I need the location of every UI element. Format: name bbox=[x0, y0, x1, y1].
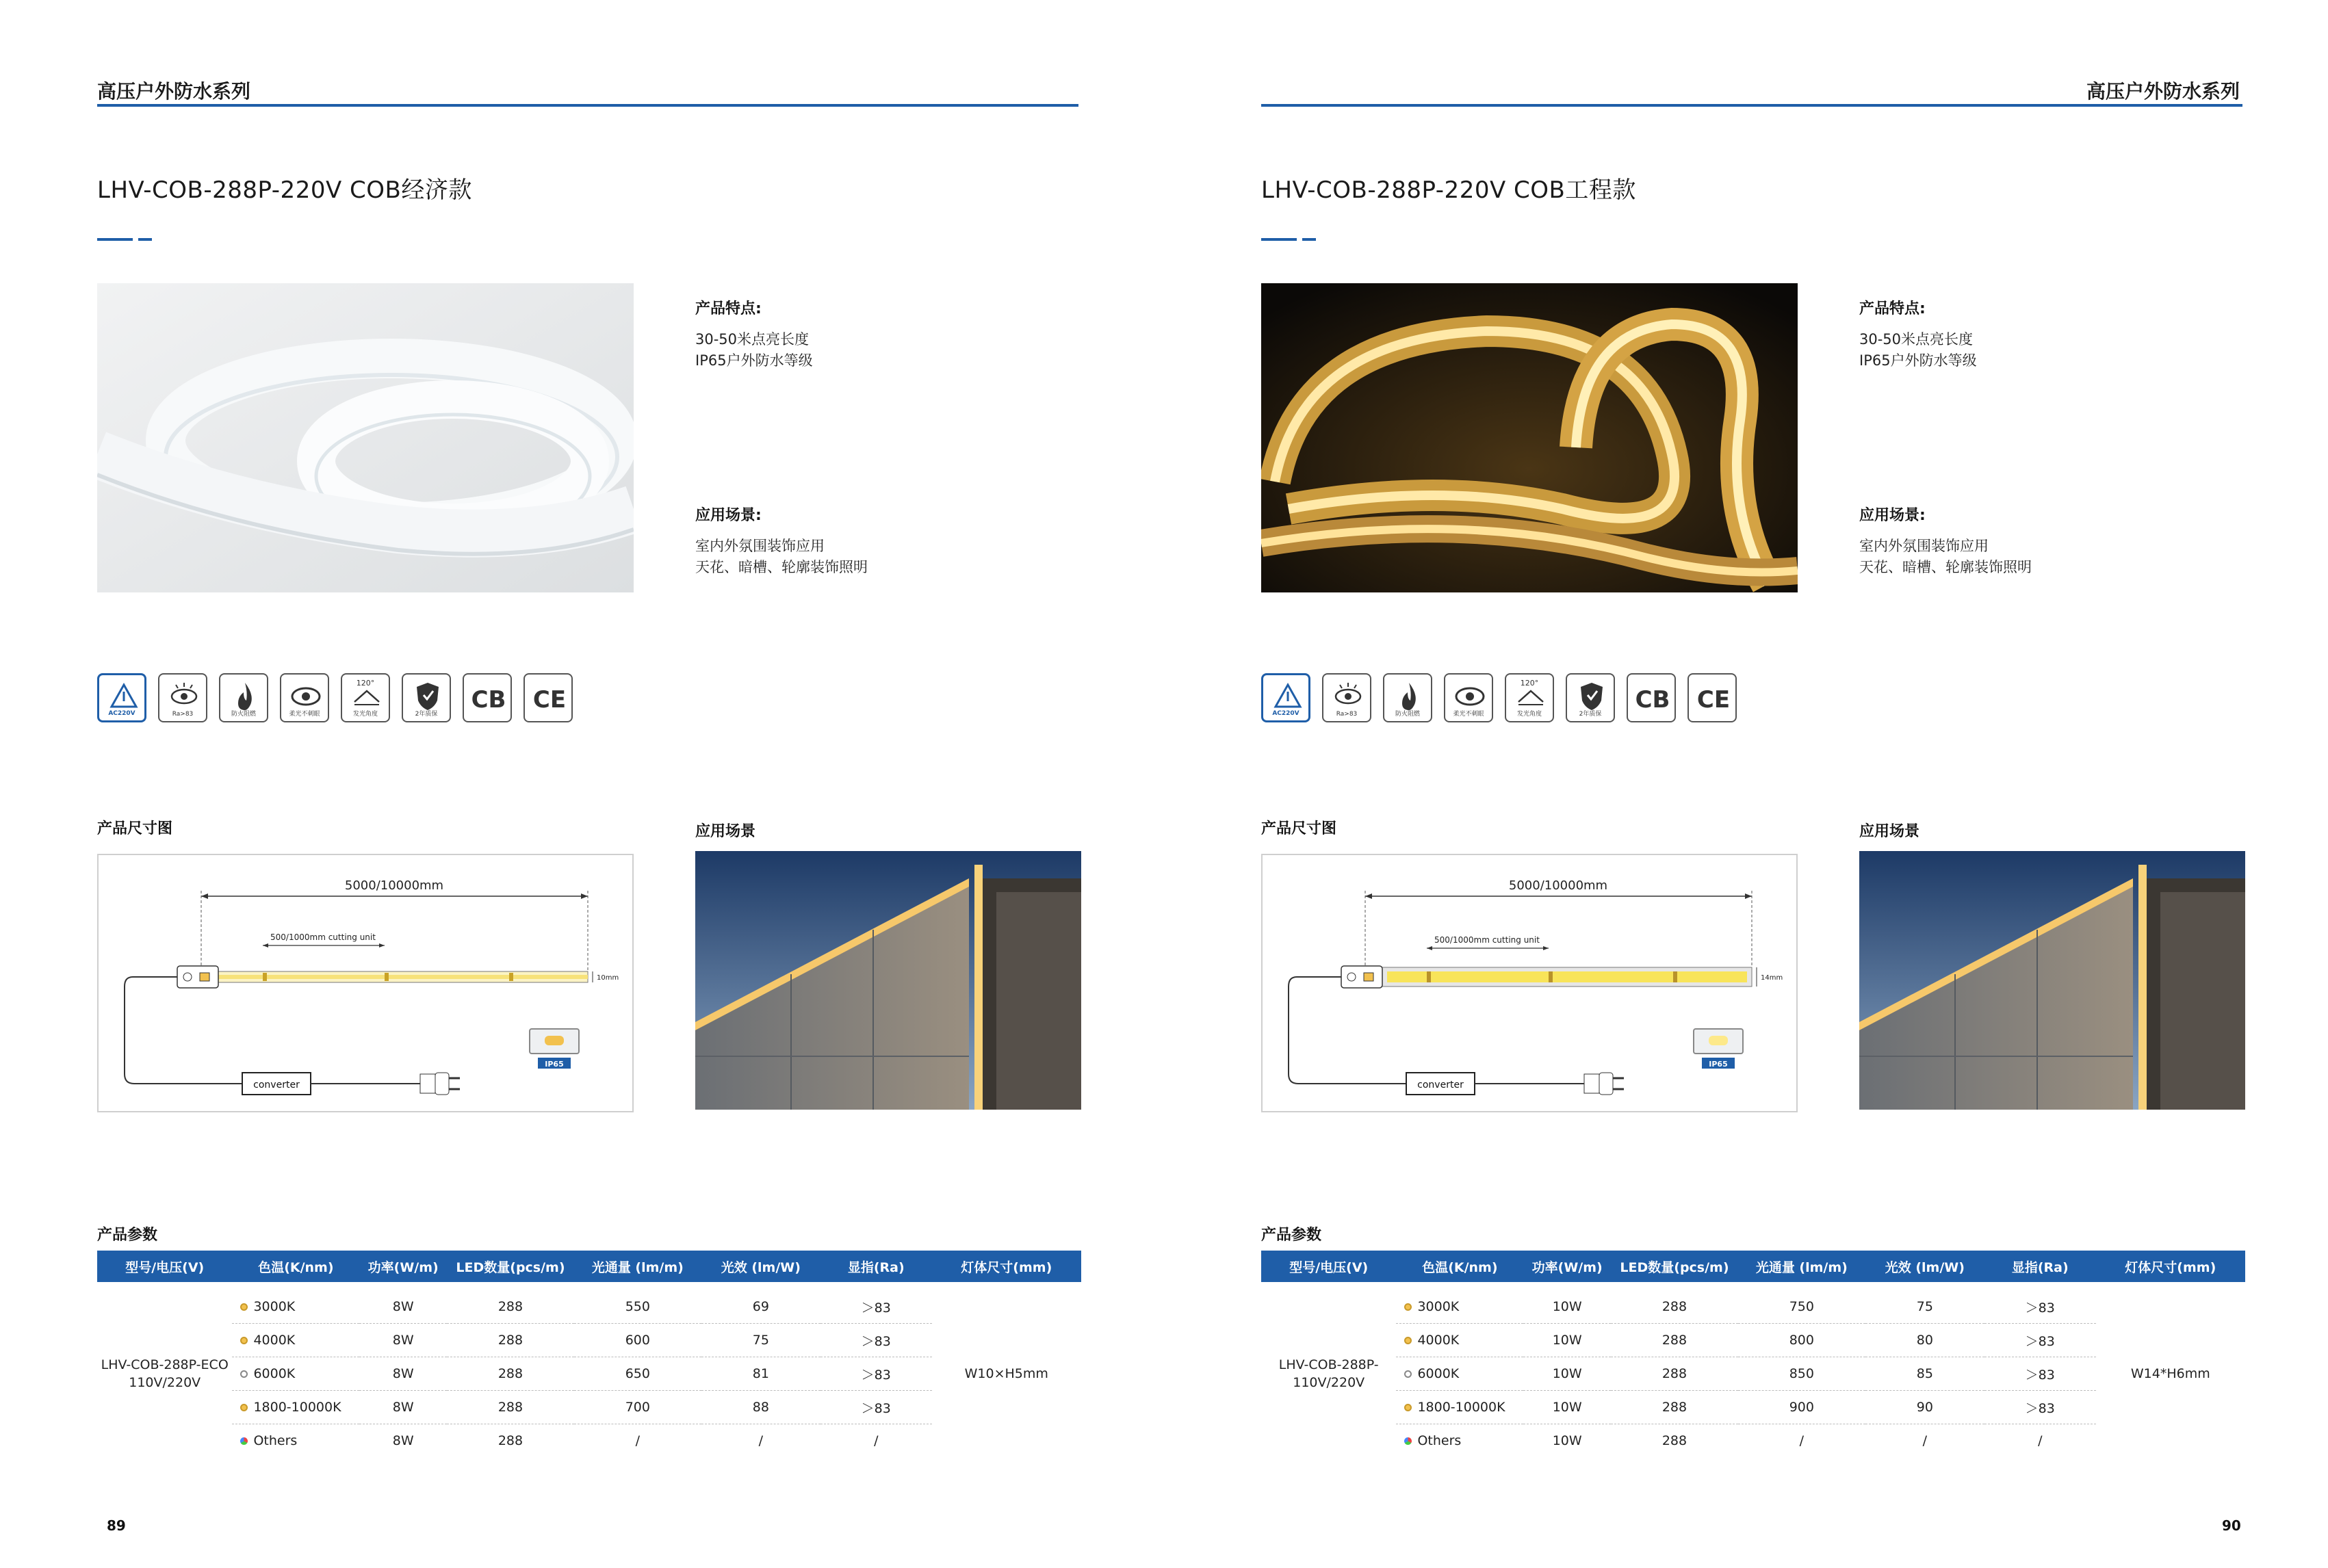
page-number: 89 bbox=[107, 1517, 126, 1534]
color-dot-icon bbox=[240, 1404, 248, 1411]
building-facade-illustration bbox=[1859, 851, 2245, 1110]
cb-mark-icon bbox=[463, 673, 512, 722]
ra-cell: ＞83 bbox=[820, 1391, 932, 1424]
table-row bbox=[97, 1290, 1081, 1324]
feature-item: IP65户外防水等级 bbox=[695, 352, 813, 369]
color-dot-icon bbox=[1404, 1337, 1412, 1344]
svg-text:CB: CB bbox=[1635, 686, 1670, 714]
flux-cell: 650 bbox=[574, 1357, 701, 1391]
beam-angle-value: 120° bbox=[1520, 679, 1539, 688]
dimension-diagram bbox=[97, 854, 634, 1112]
building-facade-illustration bbox=[695, 851, 1081, 1110]
table-header-cell: 色温(K/nm) bbox=[1396, 1251, 1523, 1282]
features-list bbox=[695, 329, 813, 371]
application-scene-photo bbox=[1859, 851, 2245, 1110]
icon-caption: 2年质保 bbox=[1579, 711, 1602, 718]
ra-cell: ＞83 bbox=[1984, 1324, 2096, 1357]
led-count-cell: 288 bbox=[1611, 1391, 1738, 1424]
table-header-cell: 型号/电压(V) bbox=[1261, 1251, 1396, 1282]
icon-caption: Ra>83 bbox=[172, 711, 194, 718]
table-header-cell: LED数量(pcs/m) bbox=[447, 1251, 574, 1282]
table-header-cell: 功率(W/m) bbox=[1523, 1251, 1611, 1282]
color-dot-icon bbox=[240, 1337, 248, 1344]
features-list bbox=[1859, 329, 1977, 371]
beam-angle-icon bbox=[341, 673, 390, 722]
efficacy-cell: 75 bbox=[1865, 1290, 1984, 1324]
product-photo-white-strip bbox=[97, 283, 634, 592]
table-header-cell: 灯体尺寸(mm) bbox=[932, 1251, 1081, 1282]
table-header-cell: 显指(Ra) bbox=[1984, 1251, 2096, 1282]
efficacy-cell: 69 bbox=[701, 1290, 820, 1324]
product-title: LHV-COB-288P-220V COB经济款 bbox=[97, 177, 472, 204]
eye-protection-icon bbox=[280, 673, 329, 722]
efficacy-cell: / bbox=[758, 1433, 764, 1448]
color-dot-icon bbox=[1404, 1437, 1412, 1445]
application-label: 应用场景 bbox=[695, 823, 756, 840]
ra-cell: ＞83 bbox=[1984, 1391, 2096, 1424]
features-label: 产品特点: bbox=[695, 300, 762, 317]
total-length-label: 5000/10000mm bbox=[1508, 878, 1608, 893]
table-header-row bbox=[1261, 1251, 2245, 1282]
scene-item: 天花、暗槽、轮廓装饰照明 bbox=[1859, 559, 2032, 575]
led-count-cell: 288 bbox=[447, 1324, 574, 1357]
strip-width-label: 10mm bbox=[597, 974, 619, 982]
ac220v-warning-icon bbox=[97, 673, 146, 722]
led-count-cell: 288 bbox=[1661, 1433, 1687, 1448]
color-dot-icon bbox=[1404, 1303, 1412, 1311]
dimension-label: 产品尺寸图 bbox=[97, 820, 173, 837]
icon-caption: 柔光不刺眼 bbox=[1453, 711, 1484, 718]
led-count-cell: 288 bbox=[1611, 1357, 1738, 1391]
size-cell: W14*H6mm bbox=[2130, 1366, 2210, 1381]
svg-text:CE: CE bbox=[532, 686, 567, 714]
table-spacer bbox=[97, 1282, 1081, 1290]
converter-label: converter bbox=[253, 1080, 300, 1090]
cutting-unit-label: 500/1000mm cutting unit bbox=[1434, 935, 1540, 945]
beam-angle-value: 120° bbox=[356, 679, 375, 688]
color-dot-icon bbox=[240, 1303, 248, 1311]
eye-ra-icon bbox=[158, 673, 207, 722]
icon-caption: 防火阻燃 bbox=[231, 711, 256, 718]
right-page bbox=[1164, 0, 2328, 1568]
efficacy-cell: 85 bbox=[1865, 1357, 1984, 1391]
ip-rating-badge: IP65 bbox=[1709, 1060, 1728, 1069]
shield-icon bbox=[402, 673, 451, 722]
power-cell: 8W bbox=[359, 1290, 447, 1324]
ra-cell: ＞83 bbox=[820, 1357, 932, 1391]
dimension-drawing bbox=[99, 855, 632, 1111]
table-header-row bbox=[97, 1251, 1081, 1282]
cct-cell: 6000K bbox=[232, 1357, 359, 1391]
application-label: 应用场景 bbox=[1859, 823, 1920, 840]
cct-cell: 1800-10000K bbox=[1396, 1391, 1523, 1424]
flame-icon bbox=[1383, 673, 1432, 722]
params-table bbox=[97, 1251, 1081, 1457]
table-header-cell: 光通量 (lm/m) bbox=[1738, 1251, 1865, 1282]
feature-item: 30-50米点亮长度 bbox=[1859, 331, 1974, 348]
ra-cell: ＞83 bbox=[1984, 1357, 2096, 1391]
ra-cell: ＞83 bbox=[820, 1324, 932, 1357]
table-header-cell: 功率(W/m) bbox=[359, 1251, 447, 1282]
table-row bbox=[1261, 1290, 2245, 1324]
led-count-cell: 288 bbox=[447, 1357, 574, 1391]
white-strip-illustration bbox=[97, 283, 634, 592]
cb-mark-icon bbox=[1627, 673, 1676, 722]
ra-cell: / bbox=[2038, 1433, 2043, 1448]
total-length-label: 5000/10000mm bbox=[344, 878, 444, 893]
feature-item: 30-50米点亮长度 bbox=[695, 331, 810, 348]
flux-cell: 600 bbox=[574, 1324, 701, 1357]
flux-cell: 750 bbox=[1738, 1290, 1865, 1324]
params-label: 产品参数 bbox=[97, 1227, 158, 1244]
svg-text:CB: CB bbox=[471, 686, 506, 714]
table-header-cell: LED数量(pcs/m) bbox=[1611, 1251, 1738, 1282]
efficacy-cell: 75 bbox=[701, 1324, 820, 1357]
cct-cell: 6000K bbox=[1396, 1357, 1523, 1391]
led-count-cell: 288 bbox=[1611, 1290, 1738, 1324]
power-cell: 10W bbox=[1523, 1357, 1611, 1391]
scenes-list bbox=[1859, 536, 2032, 578]
icon-caption: 防火阻燃 bbox=[1395, 711, 1420, 718]
ra-cell: / bbox=[874, 1433, 879, 1448]
dimension-label: 产品尺寸图 bbox=[1261, 820, 1337, 837]
ip-rating-badge: IP65 bbox=[545, 1060, 564, 1069]
icon-caption: 发光角度 bbox=[1516, 711, 1542, 718]
params-label: 产品参数 bbox=[1261, 1227, 1322, 1244]
header-rule bbox=[1261, 104, 2242, 107]
icon-caption: AC220V bbox=[1272, 710, 1299, 717]
header-rule bbox=[97, 104, 1078, 107]
table-header-cell: 型号/电压(V) bbox=[97, 1251, 232, 1282]
icon-caption: 2年质保 bbox=[415, 711, 438, 718]
dimension-drawing bbox=[1263, 855, 1796, 1111]
eye-protection-icon bbox=[1444, 673, 1493, 722]
cct-cell: 4000K bbox=[232, 1324, 359, 1357]
efficacy-cell: 88 bbox=[701, 1391, 820, 1424]
cutting-unit-label: 500/1000mm cutting unit bbox=[270, 932, 376, 942]
efficacy-cell: 80 bbox=[1865, 1324, 1984, 1357]
product-title: LHV-COB-288P-220V COB工程款 bbox=[1261, 177, 1636, 204]
ra-cell: ＞83 bbox=[820, 1290, 932, 1324]
power-cell: 10W bbox=[1523, 1391, 1611, 1424]
warm-strip-illustration bbox=[1261, 283, 1798, 592]
converter-label: converter bbox=[1417, 1080, 1464, 1090]
table-spacer bbox=[1261, 1282, 2245, 1290]
color-dot-icon bbox=[240, 1370, 248, 1378]
efficacy-cell: 90 bbox=[1865, 1391, 1984, 1424]
series-title: 高压户外防水系列 bbox=[2086, 80, 2240, 103]
title-accent-dash bbox=[97, 238, 152, 241]
color-dot-icon bbox=[1404, 1370, 1412, 1378]
cct-cell: Others bbox=[1396, 1424, 1523, 1458]
params-table bbox=[1261, 1251, 2245, 1457]
efficacy-cell: / bbox=[1922, 1433, 1928, 1448]
scenes-list bbox=[695, 536, 868, 578]
led-count-cell: 288 bbox=[447, 1290, 574, 1324]
product-photo-warm-strip bbox=[1261, 283, 1798, 592]
led-count-cell: 288 bbox=[497, 1433, 523, 1448]
cct-cell: Others bbox=[232, 1424, 359, 1458]
svg-text:CE: CE bbox=[1696, 686, 1731, 714]
model-cell: LHV-COB-288P- 110V/220V bbox=[1278, 1357, 1379, 1390]
cct-cell: 3000K bbox=[1396, 1290, 1523, 1324]
icon-caption: Ra>83 bbox=[1336, 711, 1358, 718]
cct-cell: 1800-10000K bbox=[232, 1391, 359, 1424]
power-cell: 8W bbox=[359, 1324, 447, 1357]
power-cell: 10W bbox=[1523, 1290, 1611, 1324]
led-count-cell: 288 bbox=[447, 1391, 574, 1424]
flux-cell: 700 bbox=[574, 1391, 701, 1424]
table-header-cell: 显指(Ra) bbox=[820, 1251, 932, 1282]
application-scene-photo bbox=[695, 851, 1081, 1110]
flux-cell: 550 bbox=[574, 1290, 701, 1324]
power-cell: 8W bbox=[392, 1433, 414, 1448]
dimension-diagram bbox=[1261, 854, 1798, 1112]
model-cell: LHV-COB-288P-ECO 110V/220V bbox=[101, 1357, 229, 1390]
flux-cell: 800 bbox=[1738, 1324, 1865, 1357]
flux-cell: / bbox=[635, 1433, 641, 1448]
power-cell: 8W bbox=[359, 1357, 447, 1391]
feature-item: IP65户外防水等级 bbox=[1859, 352, 1977, 369]
page-number: 90 bbox=[2222, 1517, 2241, 1534]
led-count-cell: 288 bbox=[1611, 1324, 1738, 1357]
color-dot-icon bbox=[240, 1437, 248, 1445]
table-header-cell: 色温(K/nm) bbox=[232, 1251, 359, 1282]
table-header-cell: 光效 (lm/W) bbox=[1865, 1251, 1984, 1282]
power-cell: 8W bbox=[359, 1391, 447, 1424]
scene-item: 室内外氛围装饰应用 bbox=[1859, 538, 1989, 554]
scenes-label: 应用场景: bbox=[695, 507, 762, 524]
power-cell: 10W bbox=[1552, 1433, 1582, 1448]
cct-cell: 3000K bbox=[232, 1290, 359, 1324]
scene-item: 室内外氛围装饰应用 bbox=[695, 538, 825, 554]
cct-cell: 4000K bbox=[1396, 1324, 1523, 1357]
ce-mark-icon bbox=[523, 673, 573, 722]
flux-cell: / bbox=[1799, 1433, 1805, 1448]
scenes-label: 应用场景: bbox=[1859, 507, 1926, 524]
ra-cell: ＞83 bbox=[1984, 1290, 2096, 1324]
efficacy-cell: 81 bbox=[701, 1357, 820, 1391]
color-dot-icon bbox=[1404, 1404, 1412, 1411]
flux-cell: 900 bbox=[1738, 1391, 1865, 1424]
icon-caption: 柔光不刺眼 bbox=[289, 711, 320, 718]
strip-width-label: 14mm bbox=[1761, 974, 1783, 982]
title-accent-dash bbox=[1261, 238, 1316, 241]
flux-cell: 850 bbox=[1738, 1357, 1865, 1391]
shield-icon bbox=[1566, 673, 1615, 722]
ac220v-warning-icon bbox=[1261, 673, 1310, 722]
power-cell: 10W bbox=[1523, 1324, 1611, 1357]
flame-icon bbox=[219, 673, 268, 722]
icon-caption: AC220V bbox=[108, 710, 135, 717]
size-cell: W10×H5mm bbox=[964, 1366, 1048, 1381]
icon-caption: 发光角度 bbox=[352, 711, 378, 718]
beam-angle-icon bbox=[1505, 673, 1554, 722]
scene-item: 天花、暗槽、轮廓装饰照明 bbox=[695, 559, 868, 575]
table-header-cell: 光效 (lm/W) bbox=[701, 1251, 820, 1282]
ce-mark-icon bbox=[1687, 673, 1737, 722]
table-header-cell: 光通量 (lm/m) bbox=[574, 1251, 701, 1282]
series-title: 高压户外防水系列 bbox=[97, 80, 251, 103]
eye-ra-icon bbox=[1322, 673, 1371, 722]
table-header-cell: 灯体尺寸(mm) bbox=[2096, 1251, 2245, 1282]
features-label: 产品特点: bbox=[1859, 300, 1926, 317]
